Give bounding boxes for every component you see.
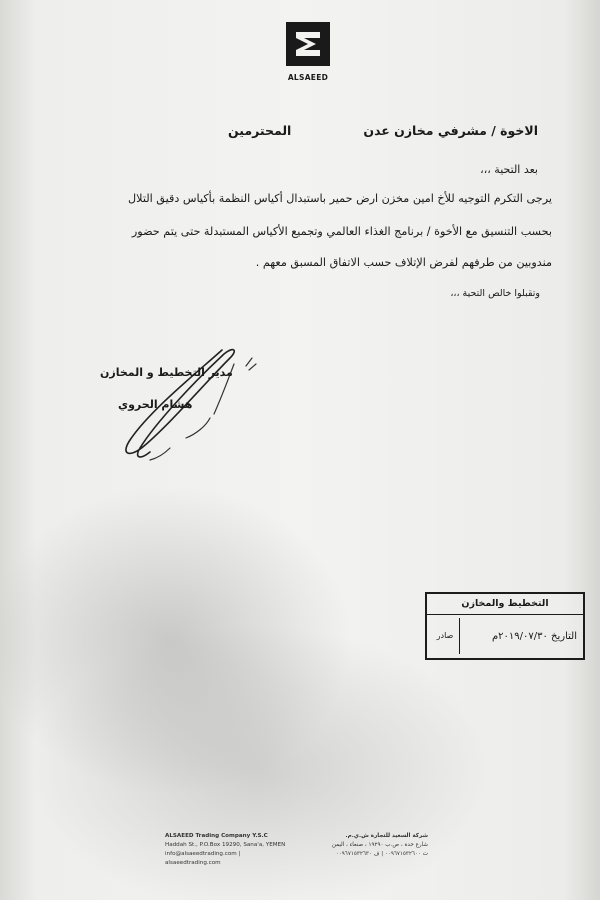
stamp-header: التخطيط والمخازن [427, 594, 583, 615]
alsaeed-logo-icon [286, 22, 330, 66]
addressee: الاخوة / مشرفي مخازن عدن [363, 123, 538, 138]
body-line-3: مندوبين من طرفهم لفرض الإتلاف حسب الاتفاق المسبق معهم . [255, 256, 552, 269]
body-line-2: بحسب التنسيق مع الأخوة / برنامج الغذاء العالمي وتجميع الأكياس المستبدلة حتى يتم حضور [131, 225, 552, 238]
stamp-row [427, 615, 583, 657]
stamp-type-label: صادر [431, 618, 460, 654]
footer-ar-contact: ت ٠٠٩٦٧١٥٣٢٦٠٠ | ف ٠٠٩٦٧١٥٣٢٦٣٠ [335, 851, 428, 857]
footer-ar-address: شارع حدة ، ص.ب ١٩٢٩٠ ، صنعاء ، اليمن [331, 842, 428, 848]
signatory-name: هشام الحروي [118, 398, 193, 411]
signatory-title: مدير التخطيط و المخازن [100, 366, 233, 379]
greeting: بعد التحية ،،، [480, 163, 538, 176]
footer-ar-company: شركة السعيد للتجارة ش.ي.م. [345, 833, 428, 839]
body-line-1: يرجى التكرم التوجيه للأخ امين مخزن ارض حمير باستبدال أكياس النظمة بأكياس دقيق التلال [128, 192, 552, 205]
footer-en-company: ALSAEED Trading Company Y.S.C [165, 833, 268, 839]
footer-en-contact: info@alsaeedtrading.com | alsaeedtrading.com [165, 851, 241, 866]
outgoing-stamp [425, 592, 585, 660]
closing-line: وتقبلوا خالص التحية ،،، [450, 288, 540, 299]
logo-text: ALSAEED [287, 73, 329, 82]
footer-arabic [298, 832, 428, 859]
honorific: المحترمين [228, 123, 292, 138]
footer-english [165, 832, 295, 868]
company-logo [282, 22, 334, 82]
stamp-date: التاريخ ٢٠١٩/٠٧/٣٠م [491, 630, 577, 642]
footer-en-address: Haddah St., P.O.Box 19290, Sana'a, YEMEN [165, 842, 286, 848]
